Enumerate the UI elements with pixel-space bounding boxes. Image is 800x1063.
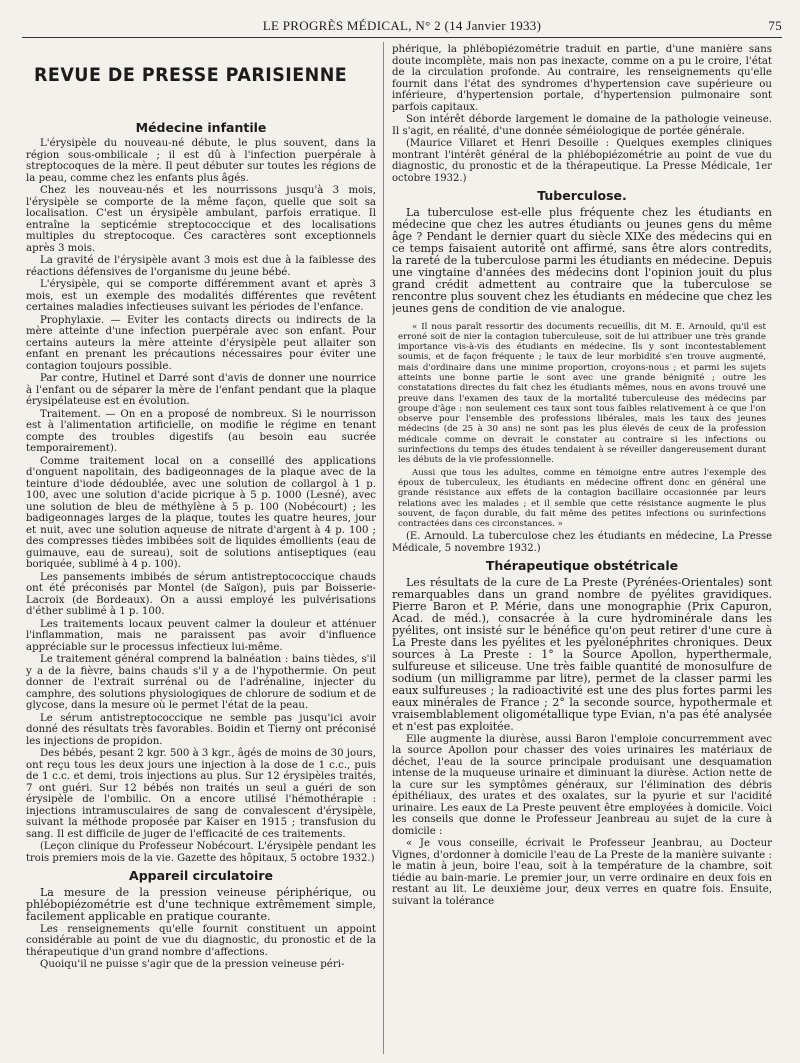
heading-therapeutique-obstetricale: Thérapeutique obstétricale bbox=[485, 558, 679, 574]
paragraph: Le sérum antistreptococcique ne semble pas jusqu'ici avoir donné des résultats très favorables. Boidin et Tierny ont préconisé les injections de propidon. bbox=[26, 712, 376, 747]
paragraph: La tuberculose est-elle plus fréquente chez les étudiants en médecine que chez les autres étudiants ou jeunes gens du même âge ? Pendant le dernier quart du siècle XIXe des médecins qui en ce temps faisaient autorité ont affirmé, sans être alors contredits, la rareté de la tuberculose parmi les étudiants en médecine. Depuis une vingtaine d'années des médecins dont l'opinion jouit du plus grand crédit admettent au contraire que la tuberculose se rencontre plus souvent chez les étudiants en médecine que chez les jeunes gens de condition de vie analogue. bbox=[392, 205, 772, 315]
column-divider bbox=[383, 42, 384, 1054]
citation: (Maurice Villaret et Henri Desoille : Quelques exemples cliniques montrant l'intérêt général de la phlébopiézométrie au point de vue du diagnostic, du pronostic et de la thérapeutique. La Presse Médicale, 1er octobre 1932.) bbox=[392, 138, 772, 184]
medecine-infantile-body bbox=[26, 138, 376, 864]
page-number: 75 bbox=[768, 18, 782, 33]
heading-medecine-infantile: Médecine infantile bbox=[135, 119, 267, 135]
paragraph: Quoiqu'il ne puisse s'agir que de la pression veineuse péri- bbox=[40, 959, 345, 970]
paragraph: Traitement. — On en a proposé de nombreux. Si le nourrisson est à l'alimentation artificielle, on modifie le régime en tenant compte des troubles digestifs (au besoin eau sucrée temporairement). bbox=[26, 408, 376, 454]
paragraph: Des bébés, pesant 2 kgr. 500 à 3 kgr., âgés de moins de 30 jours, ont reçu tous les deux jours une injection à la dose de 1 c.c., puis de 1 c.c. et demi, trois injections au plus. Sur 12 érysipèles traités, 7 ont guéri. Sur 12 bébés non traités un seul a guéri de son érysipèle de l'ombilic. On a encore utilisé l'hémothérapie : injections intramusculaires de sang de convalescent d'érysipèle, suivant la méthode proposée par Kaiser en 1915 ; transfusion du sang. Il est difficile de juger de l'efficacité de ces traitements. bbox=[26, 748, 376, 840]
paragraph: Prophylaxie. — Eviter les contacts directs ou indirects de la mère atteinte d'une infection puerpérale avec son enfant. Pour certains auteurs la mère atteinte d'érysipèle peut allaiter son enfant en prenant les précautions nécessaires pour éviter une contagion toujours possible. bbox=[26, 314, 376, 372]
paragraph: Le traitement général comprend la balnéation : bains tièdes, s'il y a de la fièvre, bains chauds s'il y a de l'hypothermie. On peut donner de l'extrait surrénal ou de l'adrénaline, injecter du camphre, des solutions physiologiques de chlorure de sodium et de glycose, dans la mesure où le permet l'état de la peau. bbox=[26, 654, 376, 711]
quote-paragraph: « Il nous paraît ressortir des documents recueillis, dit M. E. Arnould, qu'il est erroné soit de nier la contagion tuberculeuse, soit de lui attribuer une très grande importance vis-à-vis des étudiants en médecine. Ils y sont incontestablement soumis, et de façon fréquente ; le taux de leur morbidité s'en trouve augmenté, mais d'ordinaire dans une minime proportion, croyons-nous ; et parmi les sujets atteints une bonne partie le sont avec une grande bénignité ; outre les constatations directes du fait chez les étudiants mêmes, nous en avons trouvé une preuve dans l'examen des taux de la mortalité tuberculeuse des médecins par groupe d'âge : non seulement ces taux sont tous faibles relativement à ce que l'on observe pour l'ensemble des professions libérales, mais les taux des jeunes médecins (de 25 à 30 ans) ne sont pas les plus élevés de ceux de la profession médicale comme on devrait le constater au contraire si les infections ou surinfections du temps des études tendaient à se réveiller dangereusement durant les débuts de la vie professionnelle. bbox=[398, 321, 766, 466]
appareil-circulatoire-body bbox=[26, 887, 376, 971]
paragraph: L'érysipèle du nouveau-né débute, le plus souvent, dans la région sous-ombilicale ; il est dû à l'infection puerpérale à streptocoques de la mère. Il peut débuter sur toutes les régions de la peau, comme chez les enfants plus âgés. bbox=[26, 138, 376, 184]
paragraph: Les résultats de la cure de La Preste (Pyrénées-Orientales) sont remarquables dans un grand nombre de pyélites gravidiques. Pierre Baron et P. Mérie, dans une monographie (Prix Capuron, Acad. de méd.), consacrée à la cure hydrominérale dans les pyélites, ont insisté sur le bénéfice qu'on peut retirer d'une cure à La Preste dans les pyélites et les pyélonéphrites chroniques. Deux sources à La Preste : 1° la Source Apollon, hyperthermale, sulfureuse et siliceuse. Une très faible quantité de monosulfure de sodium (un milligramme par litre), permet de la classer parmi les eaux sulfureuses ; la radioactivité est une des plus fortes parmi les eaux minérales de France ; 2° la seconde source, hypothermale et vraisemblablement oligométallique type Evian, n'a pas été analysée et n'est pas exploitée. bbox=[392, 575, 772, 733]
paragraph: L'érysipèle, qui se comporte différemment avant et après 3 mois, est un exemple des modalités différentes que revêtent certaines maladies infectieuses suivant les périodes de l'enfance. bbox=[26, 279, 376, 313]
heading-appareil-circulatoire: Appareil circulatoire bbox=[129, 868, 273, 883]
left-column bbox=[26, 44, 376, 1056]
paragraph: « Je vous conseille, écrivait le Professeur Jeanbrau, au Docteur Vignes, d'ordonner à domicile l'eau de La Preste de la manière suivante : le matin à jeun, boire l'eau, soit à la température de la chambre, soit tiédie au bain-marie. Le premier jour, un verre ordinaire en deux fois en restant au lit. Le deuxième jour, deux verres en quatre fois. Ensuite, suivant la tolérance bbox=[392, 838, 772, 907]
citation: (E. Arnould. La tuberculose chez les étudiants en médecine, La Presse Médicale, 5 novembre 1932.) bbox=[392, 531, 772, 554]
running-title: LE PROGRÈS MÉDICAL, N° 2 (14 Janvier 1933) bbox=[262, 18, 542, 33]
paragraph: Chez les nouveau-nés et les nourrissons jusqu'à 3 mois, l'érysipèle se comporte de la même façon, quelle que soit sa localisation. C'est un érysipèle ambulant, parfois erratique. Il entraîne la septicémie streptococcique et des localisations multiples du streptocoque. Ces caractères sont exceptionnels après 3 mois. bbox=[26, 185, 376, 254]
heading-tuberculose: Tuberculose. bbox=[537, 188, 627, 203]
right-column bbox=[392, 44, 772, 1056]
running-header bbox=[22, 17, 782, 38]
paragraph: Elle augmente la diurèse, aussi Baron l'emploie concurremment avec la source Apollon pour chasser des voies urinaires les matériaux de déchet, l'eau de la source principale produisant une desquamation intense de la muqueuse urinaire et diminuant la diurèse. Action nette de la cure sur les symptômes généraux, sur l'élimination des débris épithéliaux, des urates et des oxalates, sur la pyurie et sur l'acidité urinaire. Les eaux de La Preste peuvent être employées à domicile. Voici les conseils que donne le Professeur Jeanbreau au sujet de la cure à domicile : bbox=[392, 733, 772, 837]
paragraph: Par contre, Hutinel et Darré sont d'avis de donner une nourrice à l'enfant ou de séparer la mère de l'enfant pendant que la plaque érysipélateuse est en évolution. bbox=[26, 373, 376, 407]
quote-paragraph: Aussi que tous les adultes, comme en témoigne entre autres l'exemple des époux de tuberculeux, les étudiants en médecine offrent donc en général une grande résistance aux effets de la contagion bacillaire occasionnée par leurs relations avec les malades ; et il semble que cette résistance augmente le plus souvent, de façon durable, du fait même des petites infections ou surinfections contractées dans ces circonstances. » bbox=[398, 467, 766, 530]
paragraph: Comme traitement local on a conseillé des applications d'onguent napolitain, des badigeonnages de la plaque avec de la teinture d'iode dédoublée, avec une solution de collargol à 1 p. 100, avec une solution d'acide picrique à 5 p. 1000 (Lesné), avec une solution de bleu de méthylène à 5 p. 100 (Nobécourt) ; les badigeonnages larges de la plaque, toutes les quatre heures, jour et nuit, avec une solution aqueuse de nitrate d'argent à 4 p. 100 ; des compresses tièdes imbibées soit de liquides émollients (eau de guimauve, eau de sureau), soit de solutions antiseptiques (eau boriquée, sublimé à 4 p. 100). bbox=[26, 455, 376, 570]
paragraph: phérique, la phlébopiézométrie traduit en partie, d'une manière sans doute incomplète, mais non pas inexacte, comme on a pu le croire, l'état de la circulation profonde. Au contraire, les renseignements qu'elle fournit dans l'état des syndromes d'hypertension cave supérieure ou inférieure, d'hypertension portale, d'hypertension pulmonaire sont parfois capitaux. bbox=[392, 44, 772, 113]
paragraph: Les renseignements qu'elle fournit constituent un appoint considérable au point de vue du diagnostic, du pronostic et de la thérapeutique d'un grand nombre d'affections. bbox=[26, 923, 376, 958]
citation: (Leçon clinique du Professeur Nobécourt. L'érysipèle pendant les trois premiers mois de la vie. Gazette des hôpitaux, 5 octobre 1932.) bbox=[26, 841, 376, 864]
paragraph: Les pansements imbibés de sérum antistreptococcique chauds ont été préconisés par Montel (de Saïgon), puis par Boisserie-Lacroix (de Bordeaux). On a aussi employé les pulvérisations d'éther sublimé à 1 p. 100. bbox=[26, 571, 376, 617]
section-title: REVUE DE PRESSE PARISIENNE bbox=[34, 64, 348, 86]
paragraph: Les traitements locaux peuvent calmer la douleur et atténuer l'inflammation, mais ne paraissent pas avoir d'influence appréciable sur le processus infectieux lui-même. bbox=[26, 618, 376, 653]
paragraph: La gravité de l'érysipèle avant 3 mois est due à la faiblesse des réactions défensives de l'organisme du jeune bébé. bbox=[26, 255, 376, 278]
paragraph: Son intérêt déborde largement le domaine de la pathologie veineuse. Il s'agit, en réalité, d'une donnée séméiologique de portée générale. bbox=[392, 114, 772, 137]
paragraph: La mesure de la pression veineuse périphérique, ou phlébopiézométrie est d'une technique extrêmement simple, facilement applicable en pratique courante. bbox=[26, 885, 376, 923]
